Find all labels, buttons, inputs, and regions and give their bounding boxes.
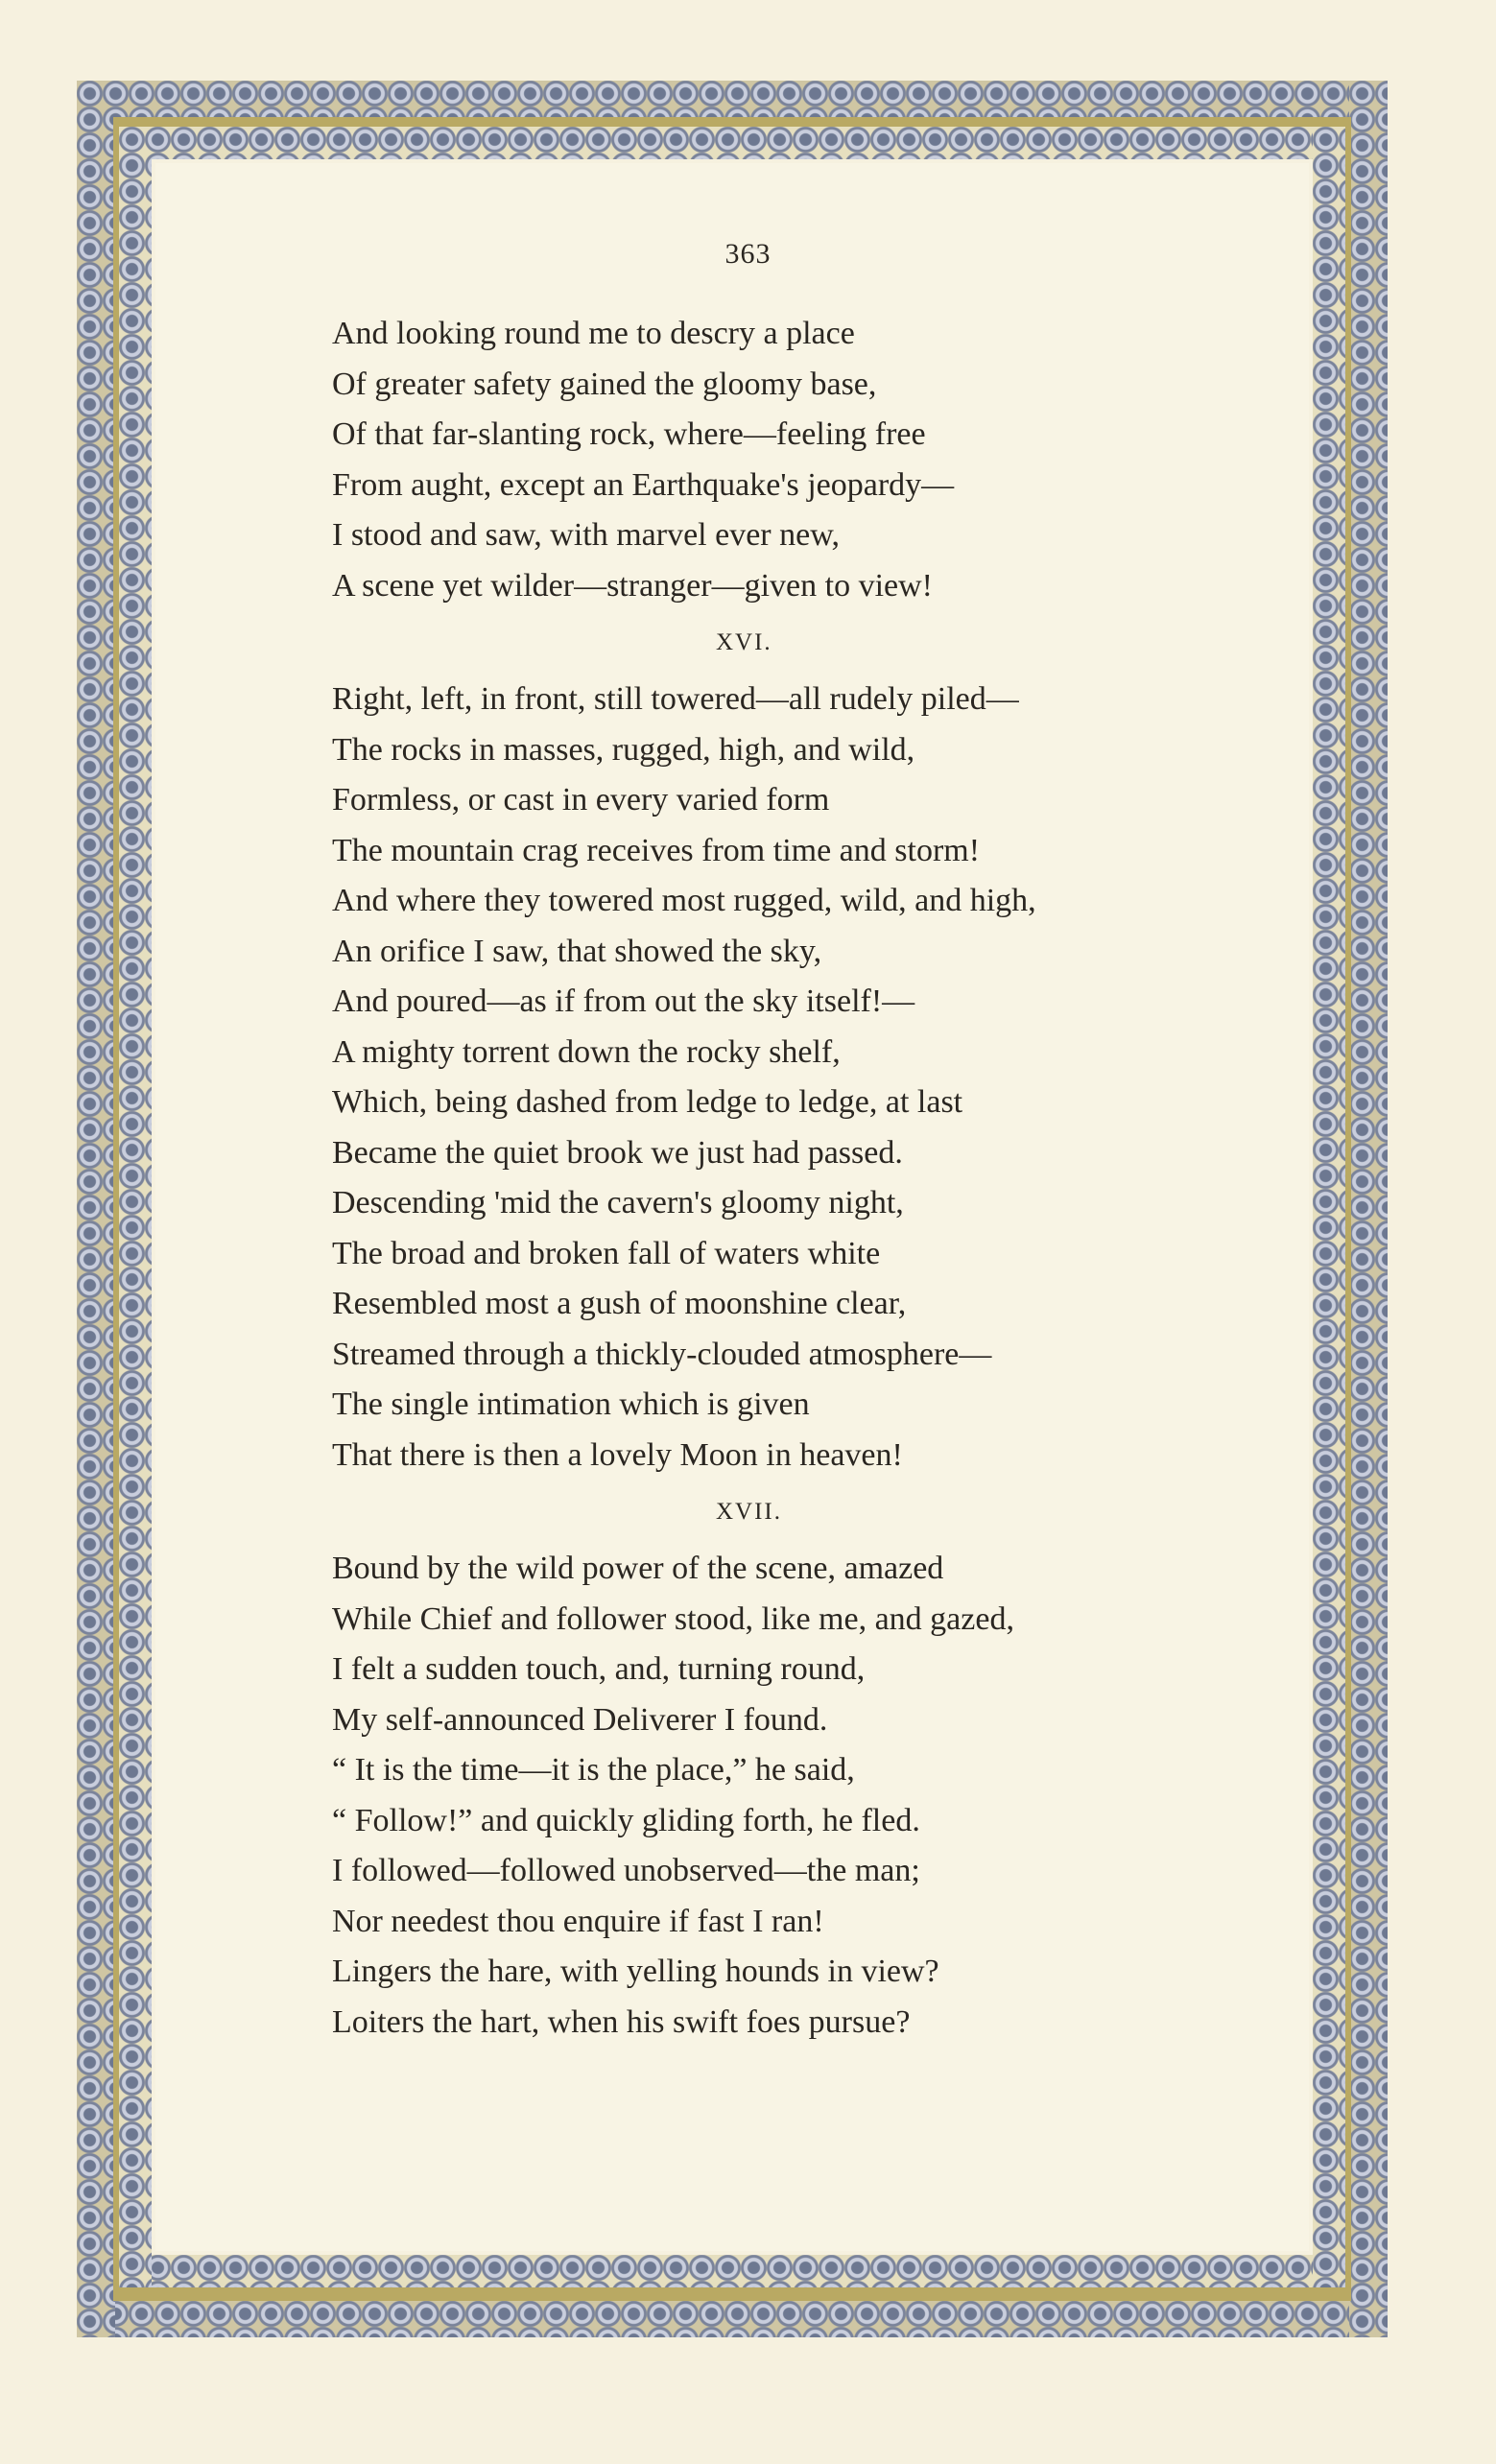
poem-line: Streamed through a thickly-clouded atmosphere— [332,1336,992,1372]
ornamental-border-top [77,81,1388,117]
poem-line: My self-announced Deliverer I found. [332,1701,828,1738]
poem-line: That there is then a lovely Moon in heaven! [332,1436,903,1473]
ornamental-border-left [77,81,115,2337]
stanza-xvi [332,611,1215,1481]
poem-line: Of greater safety gained the gloomy base, [332,366,877,402]
page-number: 363 [724,238,772,270]
poem-line: Lingers the hare, with yelling hounds in view? [332,1954,939,1989]
poem-line: Right, left, in front, still towered—all rudely piled— [332,681,1019,717]
poem-line: Became the quiet brook we just had passed. [332,1134,903,1171]
poem-line: The broad and broken fall of waters white [332,1235,881,1271]
poem-line: The mountain crag receives from time and storm! [332,832,981,868]
stanza-heading: XVI. [716,629,772,655]
poem-line: Bound by the wild power of the scene, amazed [332,1551,944,1586]
poem-line: “ Follow!” and quickly gliding forth, he fled. [332,1802,920,1838]
poem-text [332,309,1215,2048]
poem-line: Which, being dashed from ledge to ledge, at last [332,1084,963,1120]
ornamental-border-bottom [77,2301,1388,2337]
ornamental-border-inner-right [1313,127,1345,2287]
stanza-xvii [332,1481,1215,2048]
poem-line: I stood and saw, with marvel ever new, [332,517,841,553]
ornamental-border-inner-left [119,127,152,2287]
ornamental-border-inner-bottom [119,2255,1345,2287]
ornamental-border-right [1349,81,1388,2337]
stanza-xv-continued [332,309,1215,611]
poem-line: While Chief and follower stood, like me, and gazed, [332,1600,1014,1637]
poem-line: Of that far-slanting rock, where—feeling free [332,416,926,452]
poem-line: Resembled most a gush of moonshine clear, [332,1286,907,1321]
poem-line: A scene yet wilder—stranger—given to view! [332,567,933,604]
poem-line: From aught, except an Earthquake's jeopardy— [332,466,955,503]
poem-line: And where they towered most rugged, wild, and high, [332,883,1036,918]
poem-line: I felt a sudden touch, and, turning round, [332,1651,866,1687]
stanza-heading: XVII. [716,1499,783,1525]
poem-line: A mighty torrent down the rocky shelf, [332,1033,841,1070]
poem-line: I followed—followed unobserved—the man; [332,1853,920,1888]
poem-line: Nor needest thou enquire if fast I ran! [332,1903,824,1939]
gold-rule-top [115,117,1349,127]
poem-line: Formless, or cast in every varied form [332,782,830,817]
ornamental-border-inner-top [119,127,1345,159]
poem-line: Descending 'mid the cavern's gloomy night, [332,1185,904,1220]
poem-line: And poured—as if from out the sky itself!— [332,983,915,1019]
poem-line: “ It is the time—it is the place,” he said, [332,1752,855,1788]
gold-rule-bottom [115,2287,1349,2301]
poem-line: And looking round me to descry a place [332,316,855,351]
poem-line: Loiters the hart, when his swift foes pursue? [332,2003,911,2040]
poem-line: The rocks in masses, rugged, high, and wild, [332,731,915,768]
poem-line: An orifice I saw, that showed the sky, [332,933,822,969]
poem-line: The single intimation which is given [332,1386,810,1422]
